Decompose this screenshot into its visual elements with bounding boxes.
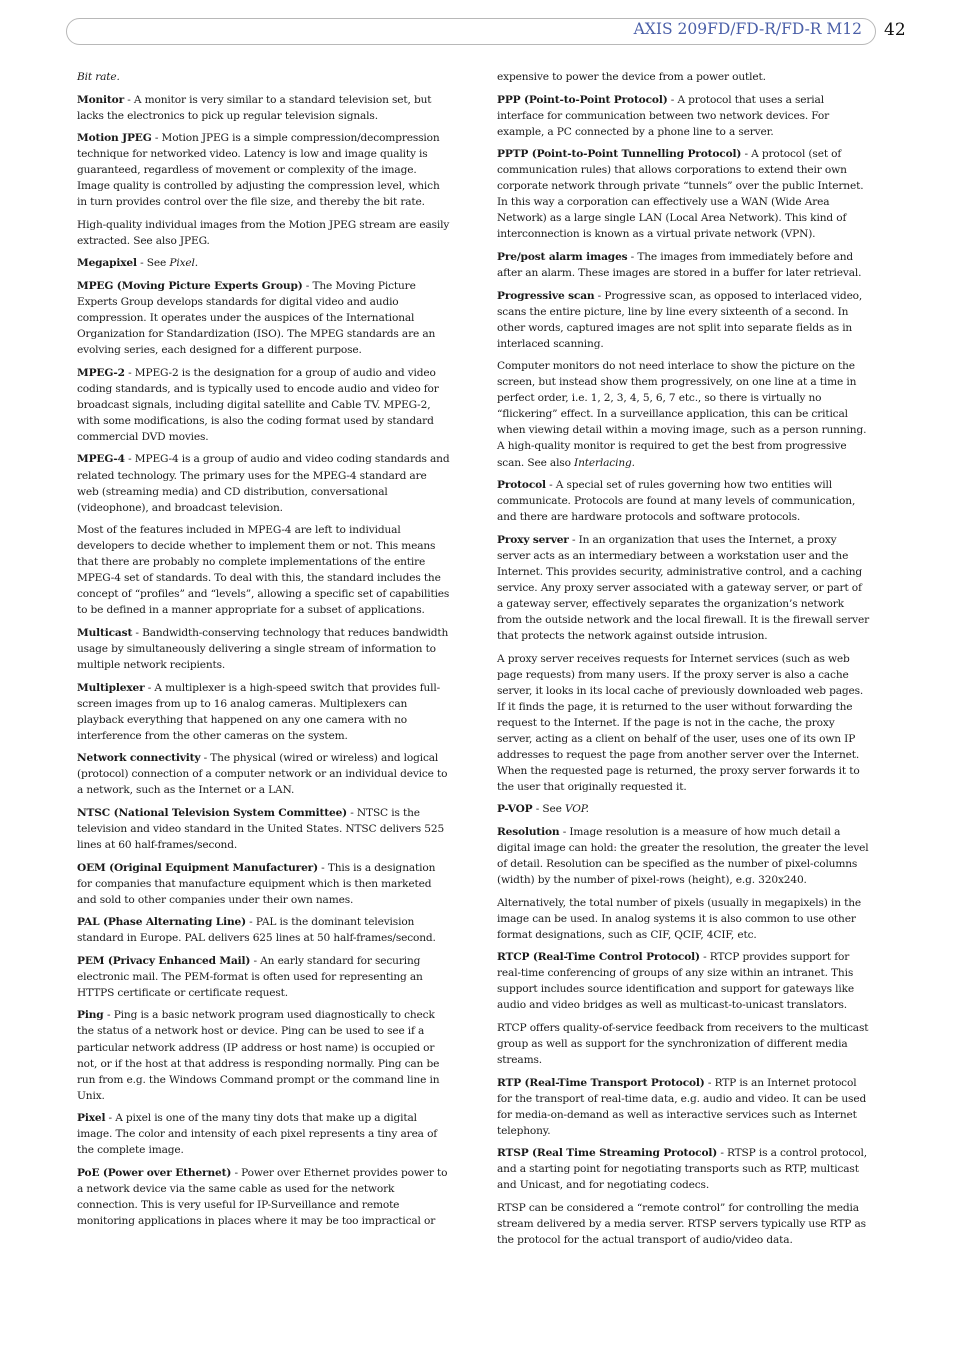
- glossary-definition: MPEG-4 is a group of audio and video coding standards and related technology. The primary uses for the MPEG-4 standard are web (streaming media) and CD distribution, conversational (videophone), and broadcast television.: [77, 453, 450, 514]
- glossary-entry: [497, 249, 870, 281]
- glossary-definition: Ping is a basic network program used diagnostically to check the status of a network host or device. Ping can be used to see if a particular network address (IP address or host name) is occupied or not, or if the host at that address is responding normally. Ping can be run from e.g. the Windows Command prompt or the command line in Unix.: [77, 1009, 440, 1102]
- glossary-term: PPTP (Point-to-Point Tunnelling Protocol): [497, 148, 742, 161]
- term-separator: -: [741, 148, 752, 161]
- glossary-term: RTP (Real-Time Transport Protocol): [497, 1076, 705, 1089]
- glossary-entry: [77, 680, 450, 744]
- glossary-entry: [497, 69, 870, 85]
- glossary-entry: [77, 1110, 450, 1158]
- glossary-entry: [77, 278, 450, 358]
- glossary-definition: Computer monitors do not need interlace to show the picture on the screen, but instead show them progressively, on one line at a time in perfect order, i.e. 1, 2, 3, 4, 5, 6, 7 etc., so there is virtually no “flickering” effect. In a surveillance application, this can be critical when viewing detail within a moving image, such as a person running. A high-quality monitor is required to get the best from progressive scan. See also: [497, 360, 867, 469]
- glossary-entry: [497, 949, 870, 1013]
- glossary-entry: [497, 895, 870, 943]
- glossary-term: Multicast: [77, 626, 133, 639]
- glossary-entry: [497, 1145, 870, 1193]
- glossary-definition: RTSP is a control protocol, and a starting point for negotiating transports such as RTP, multicast and Unicast, and for negotiating codecs.: [497, 1147, 867, 1192]
- glossary-definition: NTSC is the television and video standard in the United States. NTSC delivers 525 lines at 60 half-frames/second.: [77, 806, 445, 852]
- glossary-entry: [77, 625, 450, 673]
- glossary-term: Megapixel: [77, 257, 137, 270]
- document-title: AXIS 209FD/FD-R/FD-R M12: [633, 20, 862, 38]
- glossary-term: Motion JPEG: [77, 132, 152, 145]
- term-separator: -: [107, 1009, 114, 1022]
- glossary-definition: Motion JPEG is a simple compression/decompression technique for networked video. Latency is low and image quality is guaranteed, regardless of movement or complexity of the image. Image quality is controlled by adjusting the compression level, which in turn provides control over the file size, and thereby the bit rate.: [77, 132, 440, 209]
- glossary-entry: [77, 1165, 450, 1229]
- term-separator: -: [136, 257, 147, 270]
- left-column: [77, 69, 450, 1236]
- glossary-entry: [77, 92, 450, 124]
- glossary-entry: [77, 914, 450, 946]
- glossary-term: RTSP (Real Time Streaming Protocol): [497, 1147, 718, 1160]
- glossary-definition: The Moving Picture Experts Group develops standards for digital video and audio compression. It operates under the auspices of the International Organization for Standardization (ISO). The MPEG standards are an evolving series, each designed for a different purpose.: [77, 280, 436, 357]
- term-separator: -: [200, 752, 211, 765]
- term-separator: -: [594, 289, 605, 302]
- glossary-term: Protocol: [497, 479, 546, 492]
- term-separator: -: [545, 479, 556, 492]
- glossary-entry: [497, 801, 870, 817]
- glossary-entry: [497, 288, 870, 352]
- glossary-entry: [77, 860, 450, 908]
- glossary-term: OEM (Original Equipment Manufacturer): [77, 861, 318, 874]
- glossary-term: PEM (Privacy Enhanced Mail): [77, 954, 251, 967]
- glossary-entry: [77, 451, 450, 515]
- cross-reference: Pixel.: [169, 257, 198, 270]
- glossary-definition: This is a designation for companies that manufacture equipment which is then marketed and sold to other companies under their own names.: [77, 861, 436, 906]
- cross-reference: Bit rate.: [77, 71, 120, 83]
- glossary-definition: A proxy server receives requests for Internet services (such as web page requests) from many users. If the proxy server is also a cache server, it looks in its local cache of previously downloaded web pages. If it finds the page, it is returned to the user without forwarding the request to the Internet. If the page is not in the cache, the proxy server, acting as a client on behalf of the user, uses one of its own IP addresses to request the page from another server over the Internet. When the requested page is returned, the proxy server forwards it to the user that originally requested it.: [497, 652, 864, 793]
- glossary-term: Progressive scan: [497, 289, 595, 302]
- glossary-definition: High-quality individual images from the Motion JPEG stream are easily extracted. See also JPEG.: [77, 218, 450, 247]
- term-separator: -: [667, 93, 678, 106]
- term-separator: -: [245, 916, 256, 929]
- glossary-definition: The images from immediately before and after an alarm. These images are stored in a buffer for later retrieval.: [497, 250, 862, 280]
- glossary-entry: [77, 217, 450, 249]
- glossary-definition: Image resolution is a measure of how much detail a digital image can hold: the greater the resolution, the greater the level of detail. Resolution can be specified as the number of pixel-columns (width) by the number of pixel-rows (height), e.g. 320x240.: [497, 826, 869, 887]
- glossary-entry: [77, 953, 450, 1001]
- term-separator: -: [124, 366, 135, 379]
- glossary-term: PAL (Phase Alternating Line): [77, 916, 246, 929]
- term-separator: -: [568, 533, 579, 546]
- term-separator: -: [699, 951, 710, 964]
- term-separator: -: [132, 626, 143, 639]
- glossary-definition: Bandwidth-conserving technology that reduces bandwidth usage by simultaneously delivering a single stream of information to multiple network recipients.: [77, 626, 449, 672]
- glossary-definition: A protocol that uses a serial interface for communication between two network devices. For example, a PC connected by a phone line to a server.: [497, 93, 830, 138]
- term-separator: -: [532, 803, 543, 816]
- glossary-definition: RTCP offers quality-of-service feedback from receivers to the multicast group as well as support for the synchronization of different media streams.: [497, 1022, 869, 1067]
- term-separator: -: [144, 681, 155, 694]
- glossary-entry: [497, 1075, 870, 1139]
- glossary-entry: [497, 477, 870, 525]
- glossary-term: PPP (Point-to-Point Protocol): [497, 93, 668, 106]
- glossary-entry: [497, 824, 870, 888]
- glossary-definition: Progressive scan, as opposed to interlaced video, scans the entire picture, line by line every sixteenth of a second. In other words, captured images are not split into separate fields as in interlaced scanning.: [497, 289, 863, 350]
- glossary-term: Proxy server: [497, 533, 569, 546]
- glossary-entry: [77, 805, 450, 853]
- glossary-term: P-VOP: [497, 803, 533, 816]
- glossary-term: Pre/post alarm images: [497, 250, 628, 263]
- glossary-term: Monitor: [77, 93, 125, 106]
- glossary-definition: A multiplexer is a high-speed switch that provides full-screen images from up to 16 analog cameras. Multiplexers can playback everything that happened on any one camera with no interference from the other cameras on the system.: [77, 681, 441, 742]
- glossary-term: MPEG-2: [77, 366, 125, 379]
- term-separator: -: [105, 1112, 116, 1125]
- cross-reference: VOP.: [564, 803, 589, 816]
- glossary-term: Ping: [77, 1009, 108, 1022]
- glossary-entry: [77, 69, 450, 85]
- glossary-definition: Alternatively, the total number of pixels (usually in megapixels) in the image can be used. In analog systems it is also common to use other format designations, such as CIF, QCIF, 4CIF, etc.: [497, 896, 862, 941]
- glossary-definition: See: [542, 803, 565, 816]
- glossary-term: Multiplexer: [77, 681, 145, 694]
- glossary-entry: [77, 255, 450, 271]
- glossary-definition: An early standard for securing electronic mail. The PEM-format is often used for representing an HTTPS certificate or certificate request.: [77, 954, 423, 999]
- glossary-definition: RTP is an Internet protocol for the transport of real-time data, e.g. audio and video. It can be used for media-on-demand as well as interactive services such as Internet telephony.: [497, 1076, 867, 1137]
- term-separator: -: [347, 806, 357, 819]
- glossary-term: MPEG-4: [77, 453, 125, 466]
- glossary-definition: A monitor is very similar to a standard television set, but lacks the electronics to pick up regular television signals.: [77, 93, 432, 122]
- glossary-definition: MPEG-2 is the designation for a group of audio and video coding standards, and is typically used to encode audio and video for broadcast signals, including digital satellite and Cable TV. MPEG-2, with some modifications, is also the coding format used by standard commercial DVD movies.: [77, 366, 439, 443]
- glossary-definition: The physical (wired or wireless) and logical (protocol) connection of a computer network or an individual device to a network, such as the Internet or a LAN.: [77, 752, 448, 797]
- glossary-definition: PAL is the dominant television standard in Europe. PAL delivers 625 lines at 50 half-frames/second.: [77, 916, 436, 945]
- glossary-definition: RTSP can be considered a “remote control” for controlling the media stream delivered by a media server. RTSP servers typically use RTP as the protocol for the actual transport of audio/video data.: [497, 1202, 866, 1247]
- glossary-entry: [77, 522, 450, 618]
- glossary-definition: Most of the features included in MPEG-4 are left to individual developers to decide whether to implement them or not. This means that there are probably no complete implementations of the entire MPEG-4 set of standards. To deal with this, the standard includes the concept of “profiles” and “levels”, allowing a specific set of capabilities to be defined in a manner appropriate for a subset of applications.: [77, 524, 450, 617]
- term-separator: -: [704, 1076, 715, 1089]
- glossary-term: RTCP (Real-Time Control Protocol): [497, 951, 700, 964]
- page-number: 42: [884, 20, 906, 40]
- term-separator: -: [317, 861, 328, 874]
- right-column: [497, 69, 870, 1255]
- glossary-entry: [77, 750, 450, 798]
- term-separator: -: [124, 93, 134, 106]
- glossary-entry: [77, 1007, 450, 1103]
- glossary-entry: [497, 651, 870, 795]
- term-separator: -: [627, 250, 638, 263]
- glossary-entry: [497, 92, 870, 140]
- glossary-entry: [497, 1200, 870, 1248]
- glossary-definition: A pixel is one of the many tiny dots that make up a digital image. The color and intensity of each pixel represents a tiny area of the complete image.: [77, 1112, 438, 1157]
- glossary-definition: expensive to power the device from a power outlet.: [497, 71, 766, 83]
- glossary-definition: See: [146, 257, 170, 270]
- glossary-term: Resolution: [497, 826, 560, 839]
- cross-reference: Interlacing.: [574, 456, 635, 469]
- term-separator: -: [559, 826, 570, 839]
- glossary-term: PoE (Power over Ethernet): [77, 1166, 232, 1179]
- glossary-term: Network connectivity: [77, 752, 201, 765]
- glossary-definition: A special set of rules governing how two entities will communicate. Protocols are found at many levels of communication, and there are hardware protocols and software protocols.: [497, 479, 856, 524]
- glossary-entry: [497, 358, 870, 470]
- glossary-term: NTSC (National Television System Committee): [77, 806, 348, 819]
- glossary-entry: [497, 146, 870, 242]
- term-separator: -: [151, 132, 162, 145]
- glossary-term: Pixel: [77, 1112, 106, 1125]
- glossary-definition: In an organization that uses the Internet, a proxy server acts as an intermediary between a workstation user and the Internet. This provides security, administrative control, and a caching service. Any proxy server associated with a gateway server, or part of a gateway server, effectively separates the organization’s network from the outside network and the local firewall. It is the firewall server that protects the network against outside intrusion.: [497, 533, 870, 642]
- glossary-term: MPEG (Moving Picture Experts Group): [77, 280, 303, 293]
- term-separator: -: [231, 1166, 242, 1179]
- term-separator: -: [124, 453, 135, 466]
- glossary-definition: RTCP provides support for real-time conferencing of groups of any size within an intranet. This support includes source identification and support for gateways like audio and video bridges as well as multicast-to-unicast translators.: [497, 951, 855, 1012]
- glossary-entry: [497, 532, 870, 644]
- glossary-definition: A protocol (set of communication rules) that allows corporations to extend their own corporate network through private “tunnels” over the public Internet. In this way a corporation can effectively use a WAN (Wide Area Network) as a large single LAN (Local Area Network). This kind of interconnection is known as a virtual private network (VPN).: [497, 148, 864, 241]
- term-separator: -: [302, 280, 313, 293]
- glossary-entry: [77, 130, 450, 210]
- term-separator: -: [717, 1147, 727, 1160]
- glossary-entry: [497, 1020, 870, 1068]
- glossary-definition: Power over Ethernet provides power to a network device via the same cable as used for the network connection. This is very useful for IP-Surveillance and remote monitoring applications in places where it may be too impractical or: [77, 1166, 448, 1227]
- term-separator: -: [250, 954, 261, 967]
- glossary-entry: [77, 365, 450, 445]
